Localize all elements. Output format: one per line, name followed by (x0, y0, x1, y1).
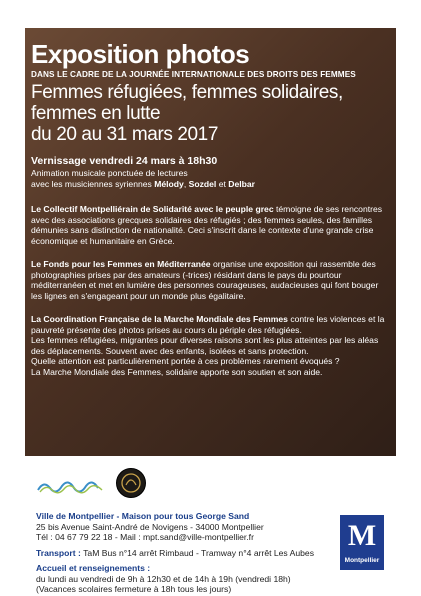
poster-panel (25, 28, 396, 456)
poster-context: DANS LE CADRE DE LA JOURNÉE INTERNATIONALE DES DROITS DES FEMMES (31, 70, 356, 79)
venue-name: Ville de Montpellier - Maison pour tous George Sand (36, 511, 250, 521)
transport-label: Transport : (36, 547, 81, 558)
montpellier-logo (340, 515, 384, 570)
transport-text: TaM Bus n°14 arrêt Rimbaud - Tramway n°4 arrêt Les Aubes (80, 547, 315, 558)
holiday-hours: (Vacances scolaires fermeture à 18h tous les jours) (36, 584, 232, 594)
animation-text: Animation musicale ponctuée de lectures (31, 168, 188, 178)
accueil-label: Accueil et renseignements : (36, 563, 151, 573)
p2-org: Le Fonds pour les Femmes en Méditerranée (31, 259, 211, 269)
poster-subtitle-line1: Femmes réfugiées, femmes solidaires, (31, 82, 343, 103)
musicians-line: avec les musiciennes syriennes Mélody, Sozdel et Delbar (31, 178, 256, 189)
p1-text: témoigne de ses rencontres avec des associations grecques solidaires des réfugiés ; des femmes seules, des familles démunies sans distinction de nationalité. Ceci s'inscrit dans le contexte d'une grande crise économique et humanitaire en Grèce. (31, 204, 383, 246)
p3-text: contre les violences et la pauvreté présente des photos prises au cours du périple des réfugiées. (31, 314, 385, 335)
p2-text: organise une exposition qui rassemble des photographies prises par des amateurs (-trices) résidant dans le pays du pourtour méditerranéen et met en lumière des personnes courageuses, audacieuses qui font bouger les lignes en s'engageant pour un monde plus égalitaire. (31, 259, 379, 301)
musician-sozdel: Sozdel (188, 178, 217, 189)
poster-dates: du 20 au 31 mars 2017 (31, 124, 219, 145)
transport-line (36, 548, 336, 559)
musicians-prefix: avec les musiciennes syriennes (31, 178, 155, 189)
paragraph-collectif (31, 204, 390, 246)
musician-delbar: Delbar (228, 178, 256, 189)
poster-title: Exposition photos (31, 39, 250, 69)
musicians-and: et (218, 178, 226, 189)
p3-org: La Coordination Française de la Marche Mondiale des Femmes (31, 314, 288, 324)
venue-address: 25 bis Avenue Saint-André de Novigens - 34000 Montpellier (36, 521, 264, 532)
opening-hours: du lundi au vendredi de 9h à 12h30 et de 14h à 19h (vendredi 18h) (36, 573, 291, 584)
venue-contact: Tél : 04 67 79 22 18 - Mail : mpt.sand@ville-montpellier.fr (36, 532, 254, 542)
p3-line4: La Marche Mondiale des Femmes, solidaire apporte son soutien et son aide. (31, 366, 323, 377)
logo-city: Montpellier (344, 557, 380, 564)
paragraph-fonds (31, 259, 390, 301)
partner-logos (36, 468, 156, 508)
logo-letter: M (347, 519, 377, 552)
musician-melody: Mélody (154, 178, 184, 189)
p1-org: Le Collectif Montpelliérain de Solidarité avec le peuple grec (31, 204, 274, 214)
footer-info (36, 511, 336, 595)
wave-logo-icon (36, 476, 106, 496)
p3-line3: Quelle attention est particulièrement portée à ces problèmes rarement évoqués ? (31, 356, 340, 366)
circle-emblem-icon (116, 468, 146, 498)
poster-subtitle-line2: femmes en lutte (31, 103, 161, 124)
p3-line2: Les femmes réfugiées, migrantes pour diverses raisons sont les plus atteintes par les aléas des déplacements. Souvent avec des enfants, isolées et sans protection. (31, 335, 379, 356)
paragraph-coordination (31, 314, 390, 335)
vernissage: Vernissage vendredi 24 mars à 18h30 (31, 155, 218, 167)
